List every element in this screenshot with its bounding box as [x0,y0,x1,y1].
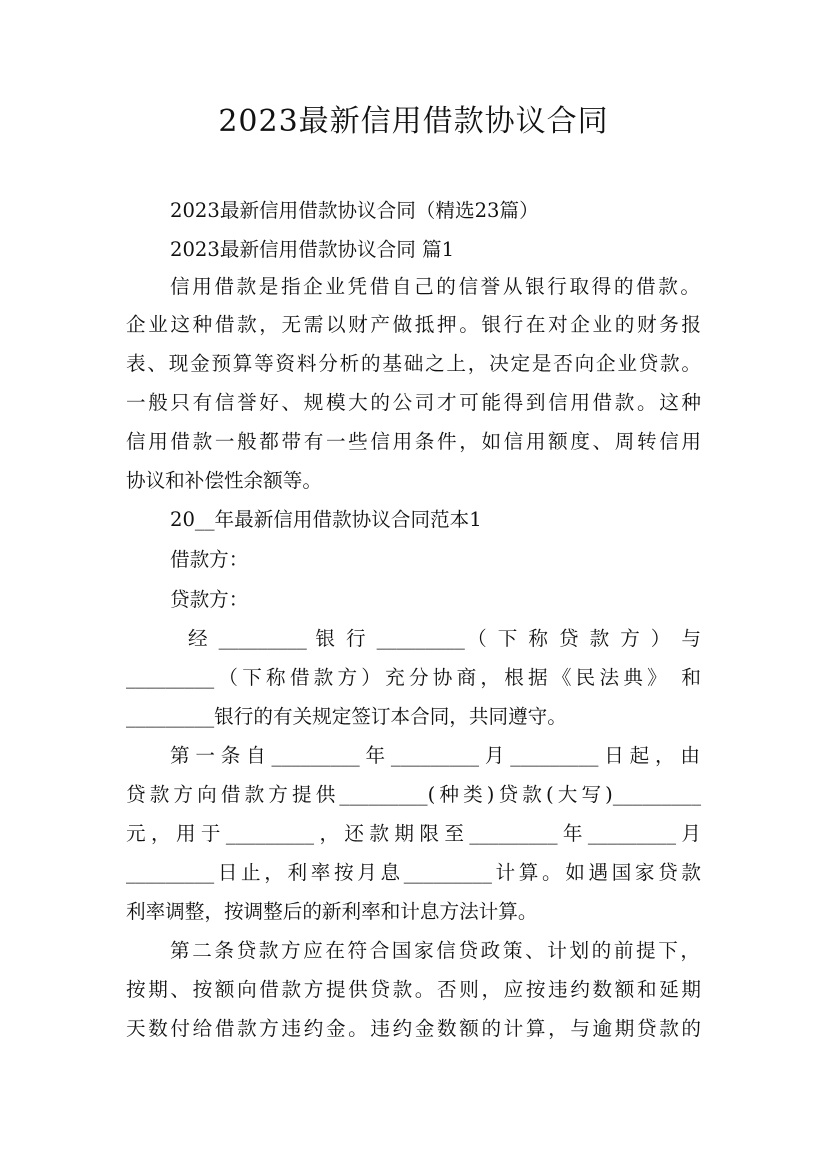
paragraph-line: 第一条自_________年_________月_________日起，由 [170,744,700,767]
paragraph-line: 按期、按额向借款方提供贷款。否则，应按违约数额和延期 [126,978,701,1001]
paragraph-line: 经 _________ 银 行 _________（ 下 称 贷 款 方 ） 与 [188,627,701,650]
borrower-label: 借款方： [170,548,249,571]
paragraph-line: 贷款方向借款方提供_________(种类)贷款(大写)_________ [126,783,701,806]
paragraph-line: 2023最新信用借款协议合同（精选23篇） [170,199,539,222]
paragraph-line: 元，用于_________，还款期限至_________年_________月 [126,822,701,845]
paragraph-line: 信用借款是指企业凭借自己的信誉从银行取得的借款。 [170,275,700,298]
paragraph-line: 企业这种借款，无需以财产做抵押。银行在对企业的财务报 [126,313,701,336]
paragraph-line: 信用借款一般都带有一些信用条件，如信用额度、周转信用 [126,430,701,453]
paragraph-line: 一般只有信誉好、规模大的公司才可能得到信用借款。这种 [126,391,701,414]
paragraph-line: 2023最新信用借款协议合同 篇1 [170,238,455,261]
lender-label: 贷款方： [170,588,249,611]
document-title: 2023最新信用借款协议合同 [218,104,609,139]
paragraph-line: 20__年最新信用借款协议合同范本1 [170,508,482,531]
paragraph-line: 第二条贷款方应在符合国家信贷政策、计划的前提下， [170,939,700,962]
paragraph-line: _________日止，利率按月息_________计算。如遇国家贷款 [126,861,701,884]
paragraph-line: 表、现金预算等资料分析的基础之上，决定是否向企业贷款。 [126,352,701,375]
paragraph-line: _________（下称借款方）充分协商，根据《民法典》 和 [126,666,701,689]
paragraph-line: _________银行的有关规定签订本合同，共同遵守。 [126,705,567,728]
paragraph-line: 利率调整，按调整后的新利率和计息方法计算。 [126,900,538,923]
paragraph-line: 协议和补偿性余额等。 [126,469,322,492]
paragraph-line: 天数付给借款方违约金。违约金数额的计算，与逾期贷款的 [126,1017,701,1040]
